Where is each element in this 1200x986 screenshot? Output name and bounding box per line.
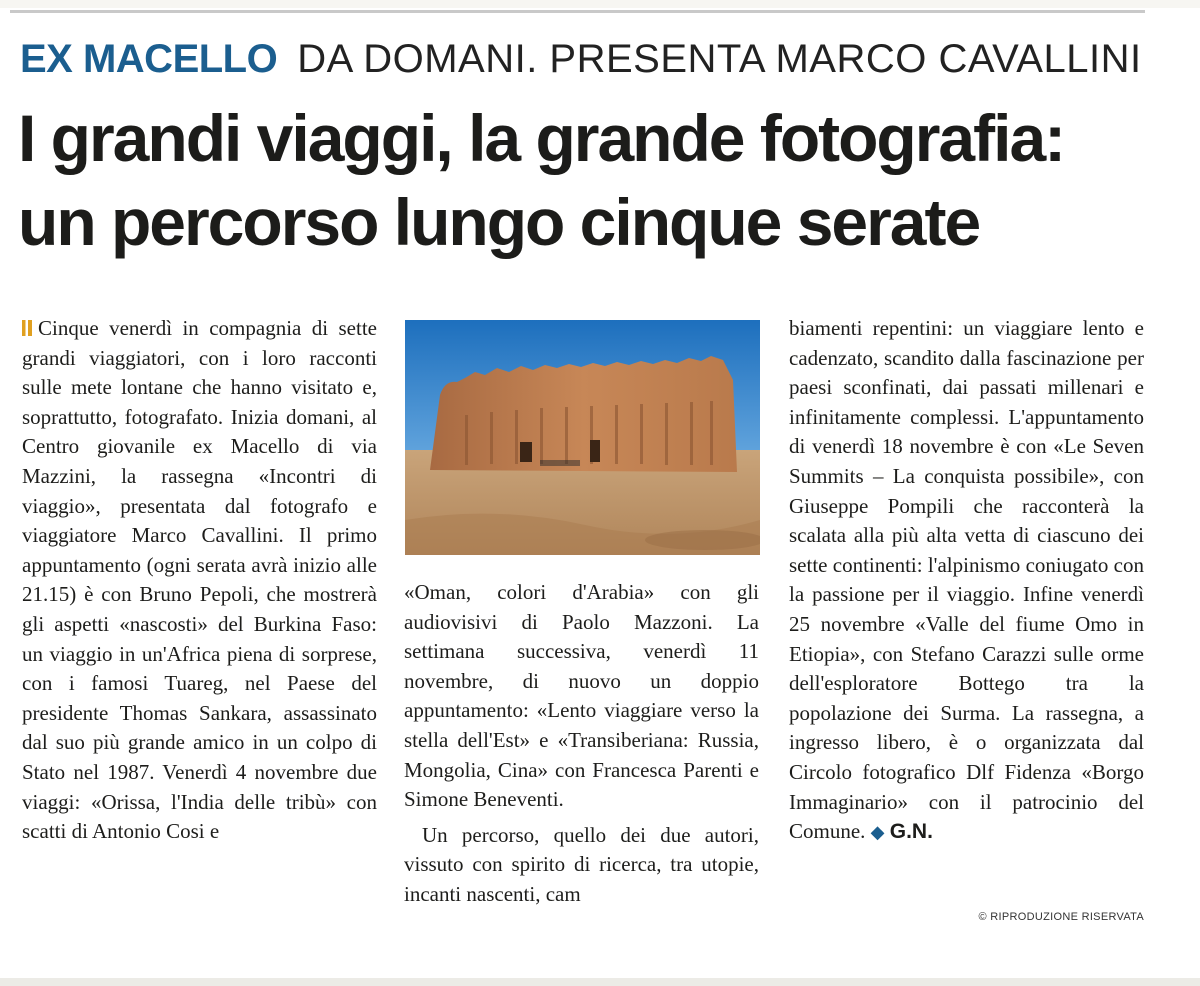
kicker-tag: EX MACELLO: [20, 37, 278, 81]
column-2-paragraph-1: «Oman, colori d'Arabia» con gli audiovisivi di Paolo Mazzoni. La settimana successiva, venerdì 11 novembre, di nuovo un doppio appuntamento: «Lento viaggiare verso la stella dell'Est» e «Transiberiana: Russia, Mongolia, Cina» con Francesca Parenti e Simone Beneventi.: [404, 580, 759, 812]
article-column-2: [404, 578, 759, 910]
author-signature: G.N.: [889, 820, 933, 844]
headline-line-1: I grandi viaggi, la grande fotografia:: [18, 101, 1065, 175]
article-column-1: [22, 314, 377, 847]
kicker-subtitle: DA DOMANI. PRESENTA MARCO CAVALLINI: [297, 37, 1142, 81]
article-column-3: [789, 314, 1144, 848]
top-rule: [10, 10, 1145, 13]
paragraph-marker-icon: [22, 320, 32, 336]
bottom-band: [0, 978, 1200, 986]
column-1-text: Cinque venerdì in compagnia di sette grandi viaggiatori, con i loro racconti sulle mete lontane che hanno visitato e, soprattutto, fotografato. Inizia domani, al Centro giovanile ex Macello di via Mazzini, la rassegna «Incontri di viaggio», presentata dal fotografo e viaggiatore Marco Cavallini. Il primo appuntamento (ogni serata avrà inizio alle 21.15) è con Bruno Pepoli, che mostrerà gli aspetti «nascosti» del Burkina Faso: un viaggio in un'Africa piena di sorprese, con i famosi Tuareg, nel Paese del presidente Thomas Sankara, assassinato dal suo più grande amico in un colpo di Stato nel 1987. Venerdì 4 novembre due viaggi: «Orissa, l'India delle tribù» con scatti di Antonio Cosi e: [22, 316, 377, 844]
headline-line-2: un percorso lungo cinque serate: [18, 185, 980, 259]
column-2-paragraph-2: Un percorso, quello dei due autori, vissuto con spirito di ricerca, tra utopie, incanti nascenti, cam: [404, 822, 759, 906]
kicker: [20, 34, 1142, 84]
top-band: [0, 0, 1200, 8]
headline: [18, 96, 1168, 264]
mud-mosque-photo: [405, 320, 760, 555]
copyright-notice: © RIPRODUZIONE RISERVATA: [978, 911, 1144, 923]
column-3-text: biamenti repentini: un viaggiare lento e cadenzato, scandito dalla fascinazione per paesi sconfinati, dai passati millenari e infinitamente complessi. L'appuntamento di venerdì 18 novembre è con «Le Seven Summits – La conquista possibile», con Giuseppe Pompili che racconterà la scalata alla più alta vetta di ciascuno dei sette continenti: l'alpinismo coniugato con la passione per il viaggio. Infine venerdì 25 novembre «Valle del fiume Omo in Etiopia», con Stefano Carazzi sulle orme dell'esploratore Bottego tra la popolazione dei Surma. La rassegna, a ingresso libero, è o organizzata dal Circolo fotografico Dlf Fidenza «Borgo Immaginario» con il patrocinio del Comune.: [789, 316, 1144, 844]
diamond-icon: ◆: [870, 822, 885, 843]
column-3-paragraph: [789, 314, 1144, 848]
article-photo: [405, 320, 760, 555]
column-1-paragraph: [22, 314, 377, 847]
